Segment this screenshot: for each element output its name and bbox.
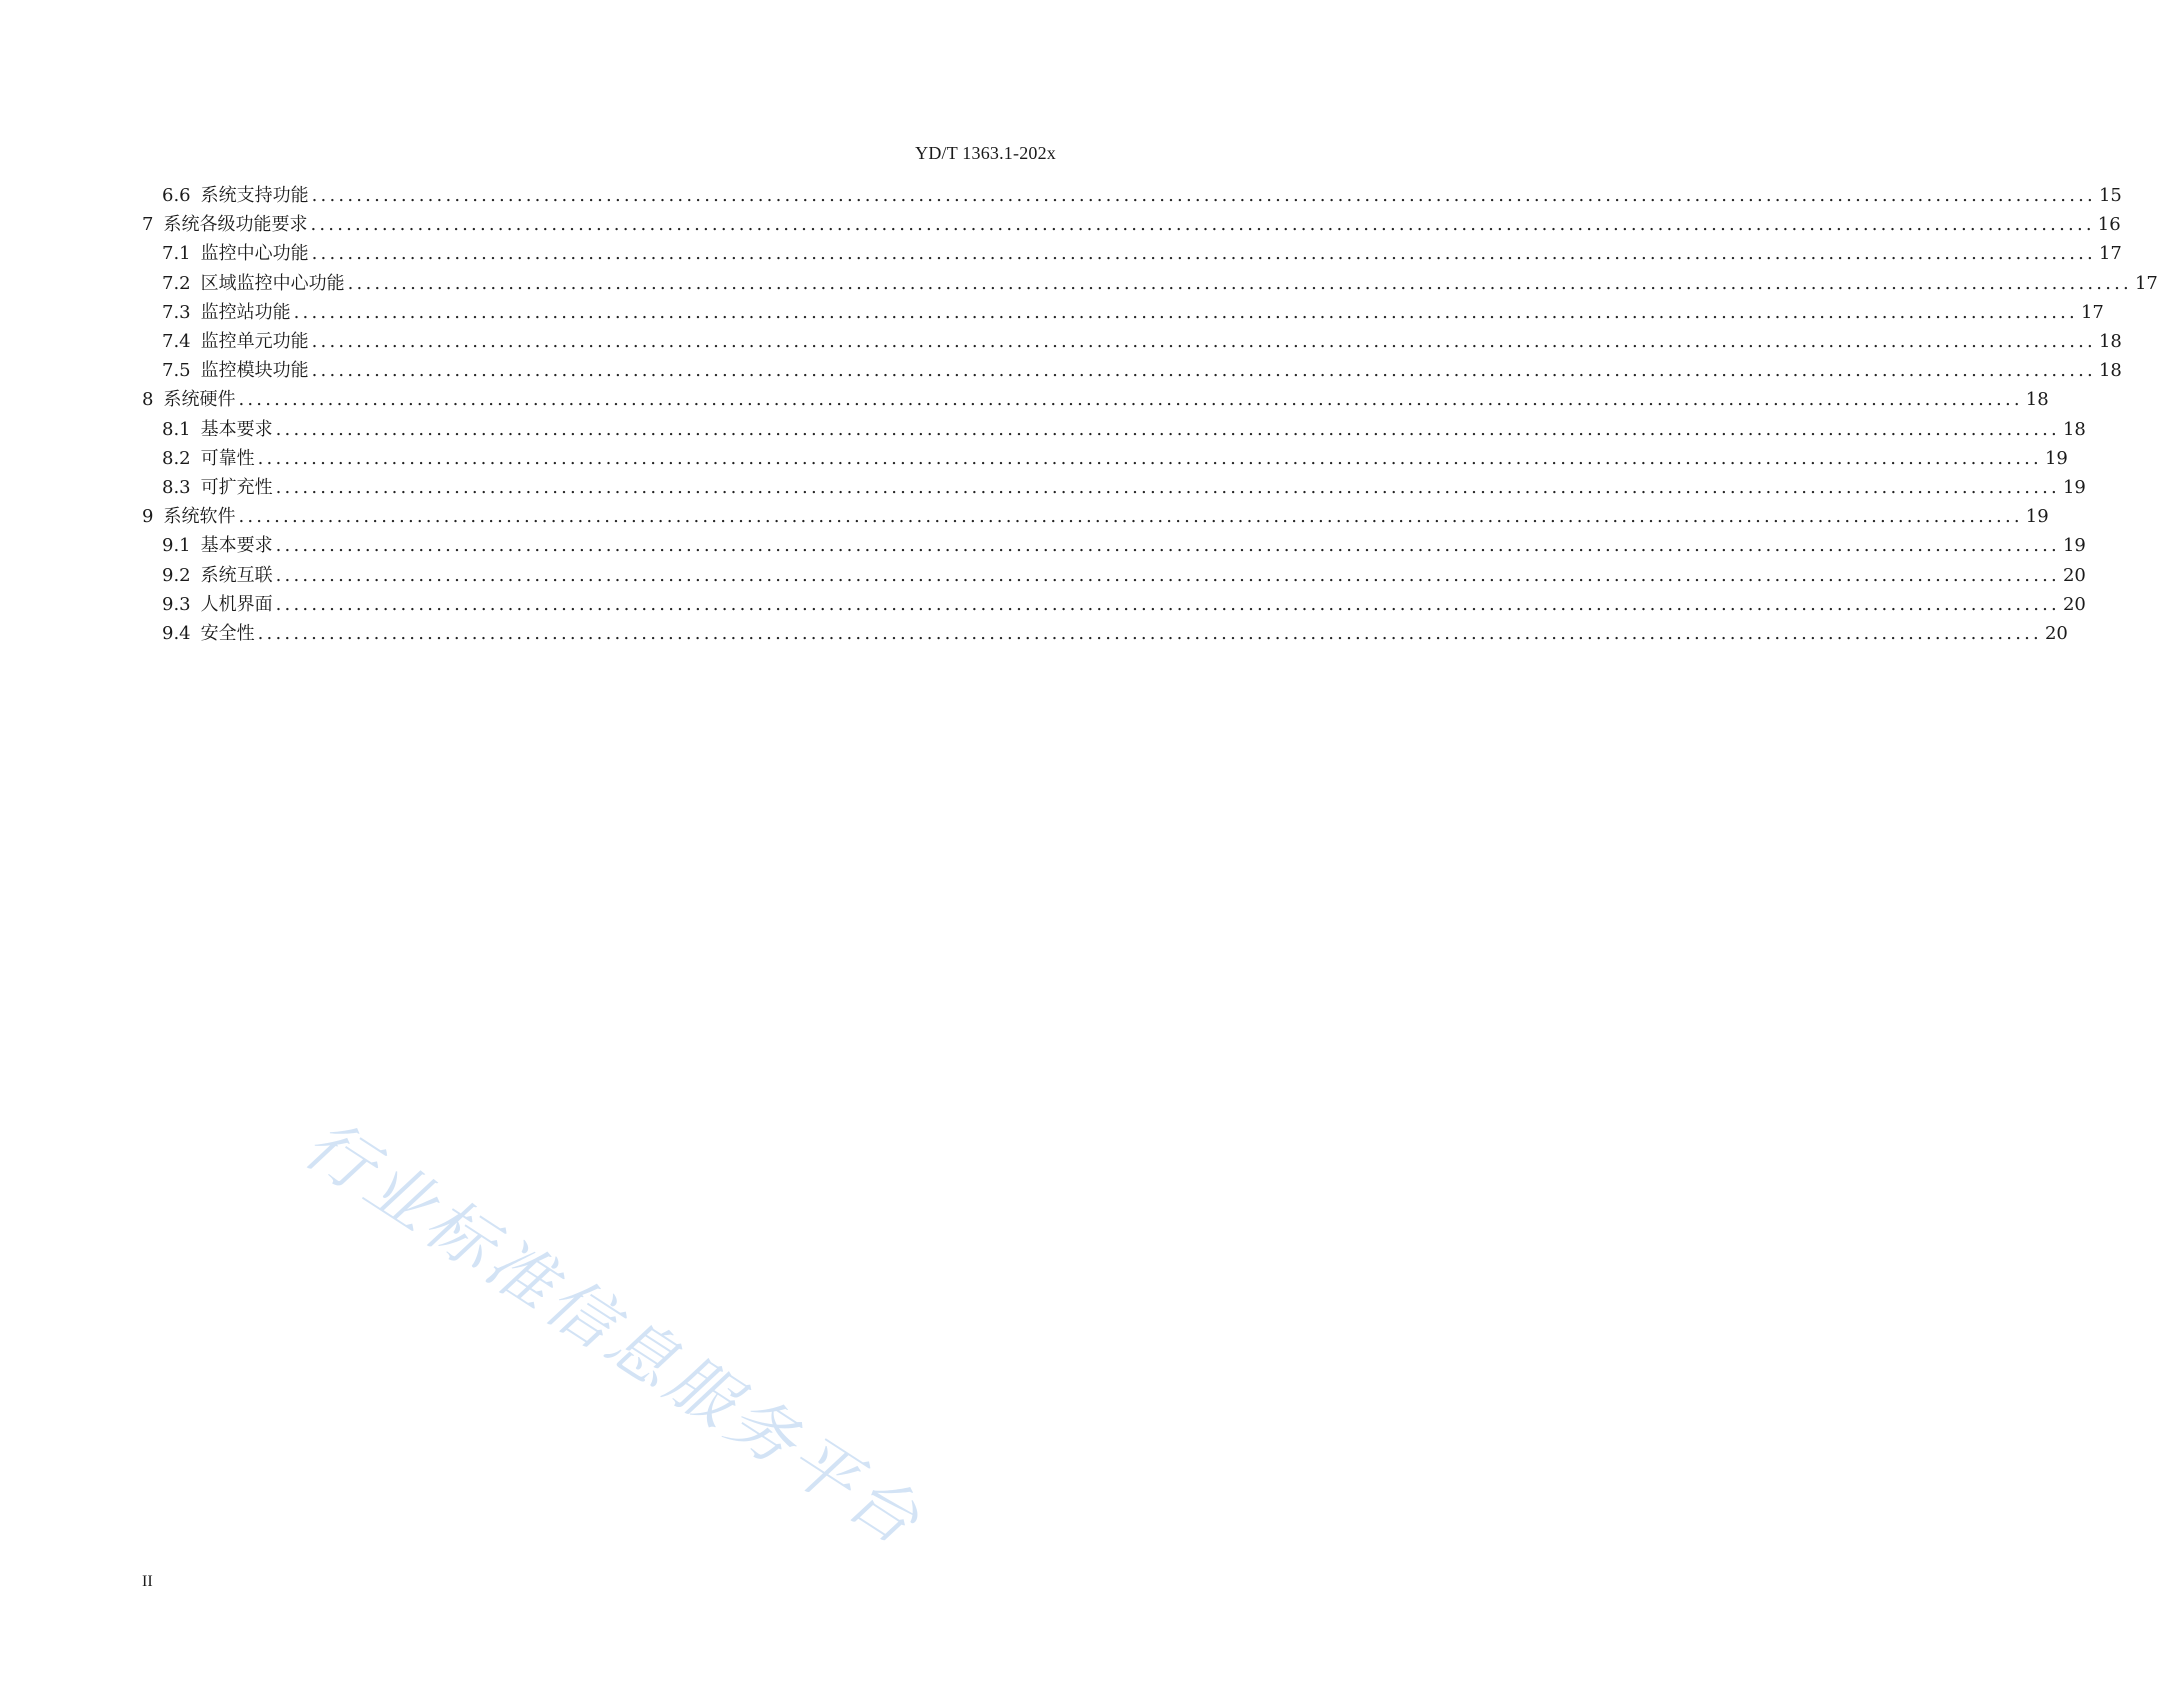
toc-entry-title: 基本要求 — [200, 535, 273, 557]
toc-entry[interactable] — [0, 180, 2122, 211]
toc-entry-page: 15 — [2098, 185, 2122, 206]
toc-dot-leader: ........................................................................................................................................................................................................ — [311, 331, 2096, 352]
toc-entry-title: 监控中心功能 — [200, 243, 309, 265]
toc-entry-page: 19 — [2062, 477, 2086, 498]
toc-entry-number: 9.1 — [162, 535, 191, 557]
toc-entry-title: 可扩充性 — [200, 477, 273, 498]
toc-entry-title: 监控站功能 — [200, 301, 291, 323]
toc-dot-leader: ........................................................................................................................................................................................................ — [238, 389, 2023, 411]
toc-entry-number: 9 — [142, 506, 154, 528]
toc-entry[interactable] — [0, 384, 2049, 415]
toc-entry[interactable] — [0, 326, 2122, 357]
toc-entry-page: 16 — [2097, 214, 2121, 236]
toc-entry-page: 18 — [2098, 360, 2122, 382]
toc-dot-leader: ........................................................................................................................................................................................................ — [275, 564, 2060, 586]
toc-dot-leader: ........................................................................................................................................................................................................ — [275, 477, 2060, 498]
toc-entry-page: 20 — [2062, 593, 2086, 615]
toc-entry-number: 7.1 — [162, 243, 191, 265]
toc-entry-title: 安全性 — [200, 623, 255, 644]
toc-dot-leader: ........................................................................................................................................................................................................ — [347, 272, 2132, 294]
toc-entry[interactable] — [0, 297, 2104, 328]
toc-entry[interactable] — [0, 268, 2158, 299]
toc-entry-page: 19 — [2044, 447, 2068, 469]
toc-entry-number: 8.3 — [162, 477, 191, 498]
toc-entry-number: 7.5 — [162, 360, 191, 382]
toc-entry[interactable] — [0, 618, 2068, 649]
toc-entry[interactable] — [0, 238, 2122, 269]
document-id: YD/T 1363.1-202x — [915, 143, 1056, 163]
toc-entry-number: 9.4 — [162, 623, 191, 644]
toc-entry-page: 17 — [2080, 301, 2104, 323]
toc-entry-title: 系统软件 — [163, 506, 236, 528]
toc-entry-page: 17 — [2134, 272, 2158, 294]
toc-entry-page: 20 — [2062, 564, 2086, 586]
toc-dot-leader: ........................................................................................................................................................................................................ — [257, 623, 2042, 644]
toc-entry-number: 6.6 — [162, 185, 191, 206]
toc-entry-number: 9.3 — [162, 593, 191, 615]
toc-entry-title: 系统互联 — [200, 564, 273, 586]
toc-dot-leader: ........................................................................................................................................................................................................ — [311, 243, 2096, 265]
toc-entry-title: 可靠性 — [200, 447, 255, 469]
toc-entry-title: 系统各级功能要求 — [163, 214, 308, 236]
toc-entry-page: 18 — [2062, 418, 2086, 440]
toc-entry-number: 7.4 — [162, 331, 191, 352]
toc-dot-leader: ........................................................................................................................................................................................................ — [311, 360, 2096, 382]
toc-entry-page: 18 — [2098, 331, 2122, 352]
toc-entry-number: 9.2 — [162, 564, 191, 586]
toc-entry-number: 7.3 — [162, 301, 191, 323]
toc-entry[interactable] — [0, 589, 2086, 620]
toc-entry-number: 8.1 — [162, 418, 191, 440]
toc-dot-leader: ........................................................................................................................................................................................................ — [238, 506, 2023, 528]
toc-dot-leader: ........................................................................................................................................................................................................ — [257, 447, 2042, 469]
toc-entry[interactable] — [0, 209, 2121, 240]
toc-entry-number: 7 — [142, 214, 154, 236]
toc-entry[interactable] — [0, 560, 2086, 591]
toc-entry-page: 19 — [2062, 535, 2086, 557]
page-number: II — [142, 1573, 153, 1590]
toc-entry-page: 20 — [2044, 623, 2068, 644]
toc-entry-title: 人机界面 — [200, 593, 273, 615]
toc-dot-leader: ........................................................................................................................................................................................................ — [310, 214, 2095, 236]
toc-entry[interactable] — [0, 355, 2122, 386]
toc-entry-page: 17 — [2098, 243, 2122, 265]
toc-entry-title: 监控模块功能 — [200, 360, 309, 382]
toc-dot-leader: ........................................................................................................................................................................................................ — [275, 418, 2060, 440]
toc-dot-leader: ........................................................................................................................................................................................................ — [293, 301, 2078, 323]
toc-entry-number: 8.2 — [162, 447, 191, 469]
toc-entry[interactable] — [0, 501, 2049, 532]
toc-entry-title: 基本要求 — [200, 418, 273, 440]
toc-entry-title: 监控单元功能 — [200, 331, 309, 352]
toc-entry-title: 系统硬件 — [163, 389, 236, 411]
toc-entry-number: 7.2 — [162, 272, 191, 294]
toc-entry-page: 18 — [2025, 389, 2049, 411]
toc-entry-title: 区域监控中心功能 — [200, 272, 345, 294]
watermark: 行业标准信息服务平台 — [290, 1105, 937, 1562]
toc-entry[interactable] — [0, 530, 2086, 561]
toc-dot-leader: ........................................................................................................................................................................................................ — [275, 593, 2060, 615]
toc-entry-title: 系统支持功能 — [200, 185, 309, 206]
toc-entry[interactable] — [0, 472, 2086, 503]
toc-entry-number: 8 — [142, 389, 154, 411]
toc-entry-page: 19 — [2025, 506, 2049, 528]
toc-dot-leader: ........................................................................................................................................................................................................ — [275, 535, 2060, 557]
toc-dot-leader: ........................................................................................................................................................................................................ — [311, 185, 2096, 206]
toc-entry[interactable] — [0, 443, 2068, 474]
toc-entry[interactable] — [0, 414, 2086, 445]
